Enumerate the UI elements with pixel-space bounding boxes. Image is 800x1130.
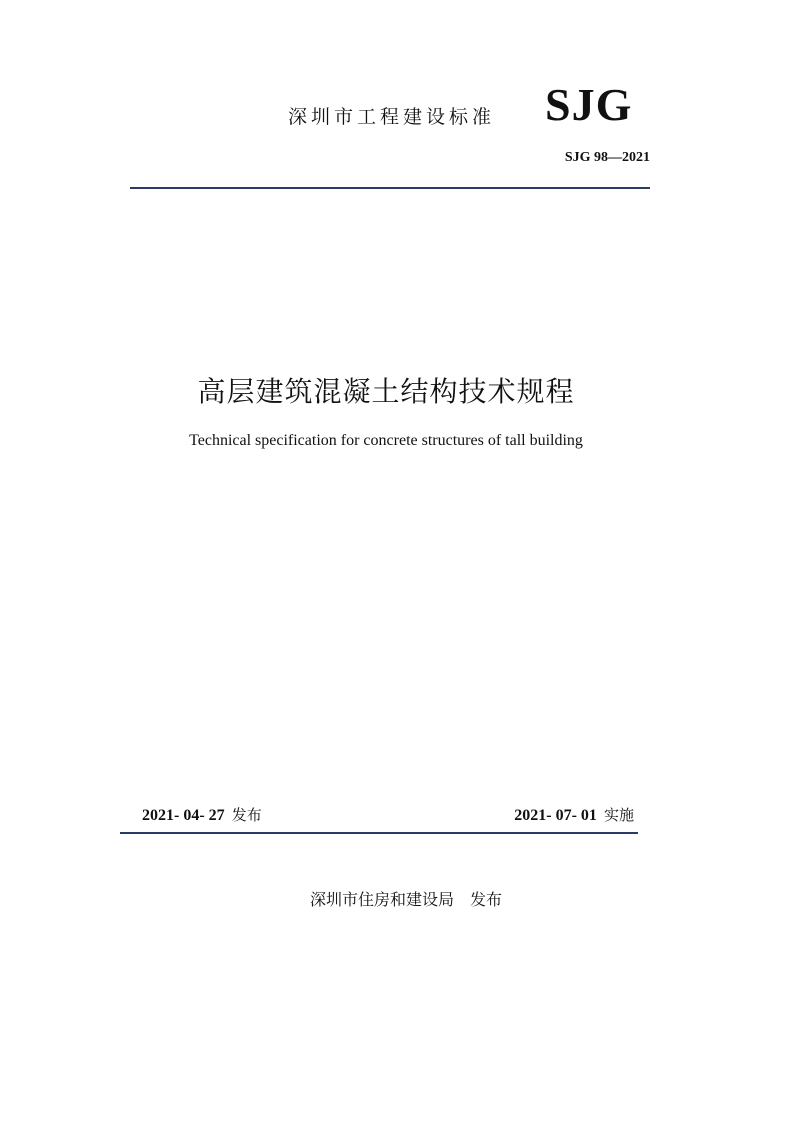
- implementation-date: 2021- 07- 01: [514, 807, 597, 824]
- implementation-label: 实施: [603, 806, 634, 824]
- document-title-english: Technical specification for concrete structures of tall building: [189, 432, 583, 449]
- bottom-divider: [120, 832, 638, 834]
- publisher-line: 深圳市住房和建设局 发布: [309, 890, 502, 909]
- implementation-date-block: [514, 804, 634, 825]
- issue-date: 2021- 04- 27: [142, 807, 225, 824]
- standard-category-label: 深圳市工程建设标准: [288, 106, 496, 128]
- issue-label: 发布: [231, 806, 262, 824]
- top-divider: [130, 187, 650, 189]
- issue-date-block: [142, 804, 262, 825]
- standard-number: SJG 98—2021: [564, 150, 650, 165]
- document-title-chinese: 高层建筑混凝土结构技术规程: [197, 375, 575, 408]
- standard-code: SJG: [545, 79, 633, 130]
